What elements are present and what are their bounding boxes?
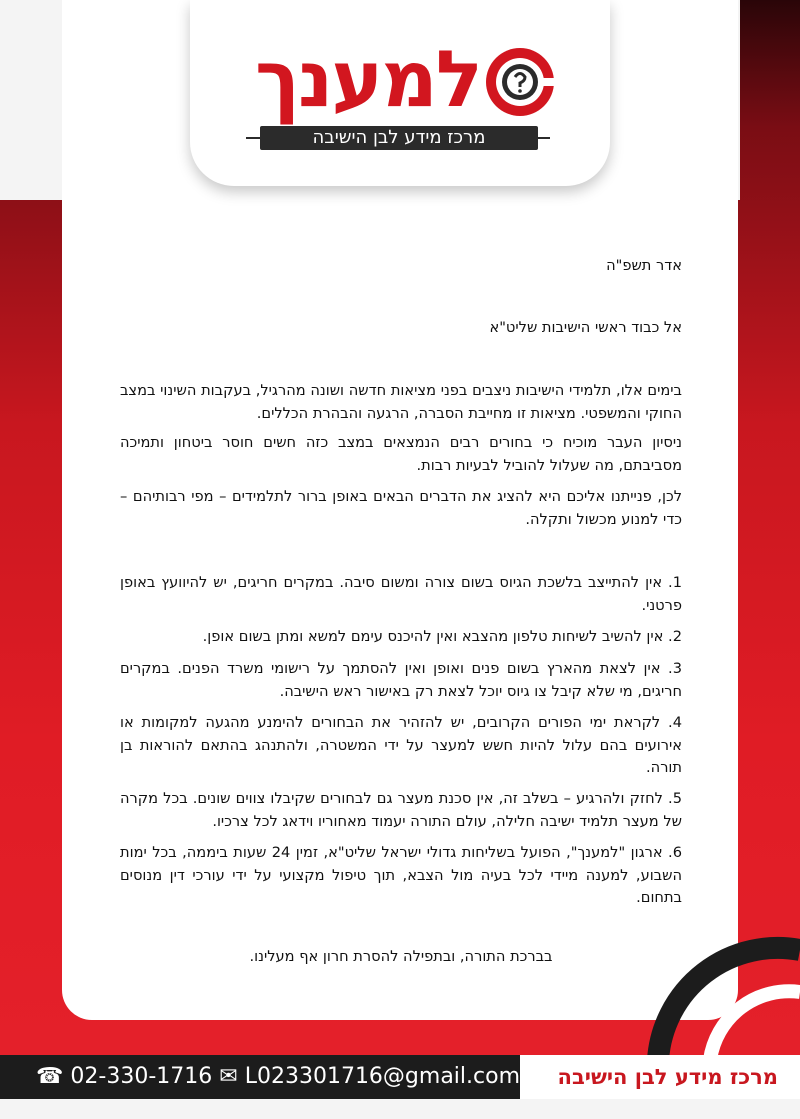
point-6: 6. ארגון "למענך", הפועל בשליחות גדולי ישראל שליט"א, זמין 24 שעות ביממה, בכל ימות השבוע, למענה מיידי לכל בעיה מול הצבא, תוך טיפול מקצועי על ידי עורכי דין מנוסים בתחום. — [120, 844, 682, 906]
decorative-arcs — [640, 920, 800, 1060]
letter-closing: בברכת התורה, ובתפילה להסרת חרון אף מעלינו. — [249, 948, 553, 965]
logo-tagline: מרכז מידע לבן הישיבה — [260, 126, 538, 150]
question-target-icon — [482, 44, 558, 120]
footer-org-name: מרכז מידע לבן הישיבה — [557, 1065, 778, 1089]
intro-paragraph-3: לכן, פנייתנו אליכם היא להציג את הדברים הבאים באופן ברור לתלמידים – מפי רבותיהם – כדי למנוע מכשול ותקלה. — [120, 488, 682, 528]
footer-contact — [36, 1055, 521, 1099]
point-5: 5. לחזק ולהרגיע – בשלב זה, אין סכנת מעצר גם לבחורים שקיבלו צווים שונים. בכל מקרה של מעצר תלמיד ישיבה חלילה, עולם התורה יעמוד מאחוריו וידאג לכל צרכיו. — [120, 790, 682, 830]
envelope-icon: ✉ — [219, 1064, 238, 1089]
footer-phone[interactable]: 02-330-1716 — [70, 1064, 213, 1089]
letter-addressee: אל כבוד ראשי הישיבות שליט"א — [489, 319, 682, 336]
point-1: 1. אין להתייצב בלשכת הגיוס בשום צורה ומשום סיבה. במקרים חריגים, יש להיוועץ באופן פרטני. — [120, 574, 682, 614]
footer-email[interactable]: L023301716@gmail.com — [244, 1064, 521, 1089]
phone-icon: ☎ — [36, 1064, 64, 1089]
letter-date: אדר תשפ"ה — [606, 257, 682, 274]
intro-paragraph-1: בימים אלו, תלמידי הישיבות ניצבים בפני מציאות חדשה ושונה מהרגיל, בעקבות השינוי במצב החוקי והמשפטי. מציאות זו מחייבת הסברה, הרגעה והבהרת הכללים. — [120, 382, 682, 422]
bottom-strip — [0, 1099, 800, 1119]
logo-wordmark: למענך — [255, 35, 481, 125]
point-3: 3. אין לצאת מהארץ בשום פנים ואופן ואין להסתמך על רישומי משרד הפנים. במקרים חריגים, מי שלא קיבל צו גיוס יוכל לצאת רק באישור ראש הישיבה. — [120, 660, 682, 700]
point-4: 4. לקראת ימי הפורים הקרובים, יש להזהיר את הבחורים להימנע מהגעה למקומות או אירועים בהם עלול להיות חשש למעצר על ידי המשטרה, ולהתנהג בהתאם להוראות בן תורה. — [120, 714, 682, 776]
point-2: 2. אין להשיב לשיחות טלפון מהצבא ואין להיכנס עימם למשא ומתן בשום אופן. — [202, 628, 682, 645]
intro-paragraph-2: ניסיון העבר מוכיח כי בחורים רבים הנמצאים במצב כזה חשים חוסר ביטחון ותמיכה מסביבתם, מה שעלול להוביל לבעיות רבות. — [120, 434, 682, 474]
